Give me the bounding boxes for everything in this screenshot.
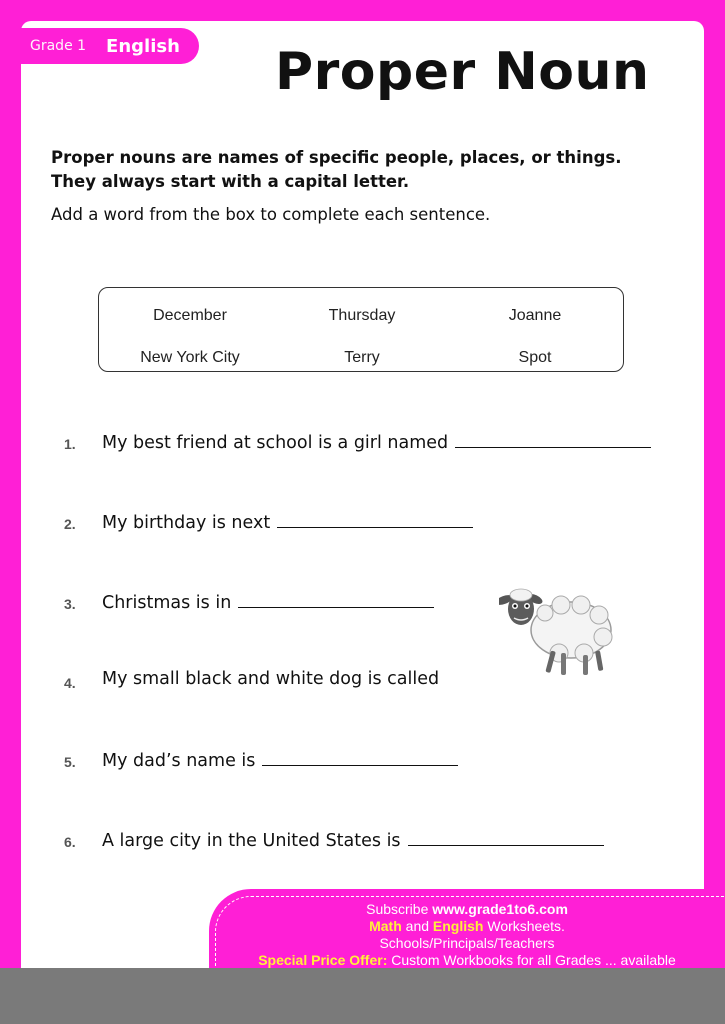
answer-blank[interactable] <box>238 590 434 608</box>
promo-line-2 <box>209 918 725 935</box>
question-item <box>21 430 704 460</box>
subject-label: English <box>106 35 180 57</box>
instruction-text: Add a word from the box to complete each sentence. <box>51 205 491 224</box>
promo-and-text: and <box>401 918 433 934</box>
question-item <box>21 748 704 778</box>
answer-blank[interactable] <box>408 828 604 846</box>
word-box-item: Joanne <box>508 307 562 324</box>
word-box <box>98 287 624 372</box>
question-text-wrap <box>102 590 434 613</box>
word-box-item: New York City <box>140 349 240 366</box>
question-text: My birthday is next <box>102 513 271 533</box>
page-title: Proper Noun <box>275 42 650 102</box>
promo-math-label: Math <box>369 918 402 934</box>
word-box-item: Thursday <box>328 307 396 324</box>
promo-line-4 <box>209 952 725 969</box>
question-text-wrap <box>102 510 473 533</box>
answer-blank[interactable] <box>262 748 458 766</box>
question-text: My dad’s name is <box>102 751 256 771</box>
question-number: 6. <box>64 834 76 850</box>
question-text-wrap <box>102 748 458 771</box>
question-text: Christmas is in <box>102 593 232 613</box>
promo-line-3: Schools/Principals/Teachers <box>379 935 555 951</box>
question-item <box>21 828 704 858</box>
question-text-wrap <box>102 669 439 689</box>
promo-text <box>209 901 725 969</box>
word-box-item: Spot <box>518 349 552 366</box>
bottom-overlay-bar <box>0 968 725 1024</box>
word-box-item: December <box>153 307 227 324</box>
question-text: A large city in the United States is <box>102 831 401 851</box>
sheep-illustration <box>499 585 617 680</box>
question-item <box>21 510 704 540</box>
question-number: 3. <box>64 596 76 612</box>
promo-site-link[interactable]: www.grade1to6.com <box>432 901 568 917</box>
question-number: 2. <box>64 516 76 532</box>
question-text: My small black and white dog is called <box>102 669 440 689</box>
question-text-wrap <box>102 828 604 851</box>
grade-subject-badge <box>21 28 199 64</box>
promo-offer-text: Custom Workbooks for all Grades ... available <box>387 952 676 968</box>
grade-label: Grade 1 <box>30 38 87 54</box>
promo-subscribe-text: Subscribe <box>366 901 433 917</box>
intro-text <box>51 146 671 194</box>
question-number: 5. <box>64 754 76 770</box>
promo-worksheets-text: Worksheets. <box>483 918 565 934</box>
question-number: 4. <box>64 675 76 691</box>
question-number: 1. <box>64 436 76 452</box>
promo-banner <box>209 889 725 979</box>
question-text-wrap <box>102 430 651 453</box>
promo-offer-label: Special Price Offer: <box>258 952 388 968</box>
promo-line-1 <box>209 901 725 918</box>
answer-blank[interactable] <box>277 510 473 528</box>
intro-line-2: They always start with a capital letter. <box>51 172 410 191</box>
word-box-item: Terry <box>344 349 380 366</box>
answer-blank[interactable] <box>455 430 651 448</box>
intro-line-1: Proper nouns are names of specific people, places, or things. <box>51 148 622 167</box>
promo-english-label: English <box>432 918 484 934</box>
question-text: My best friend at school is a girl named <box>102 433 449 453</box>
